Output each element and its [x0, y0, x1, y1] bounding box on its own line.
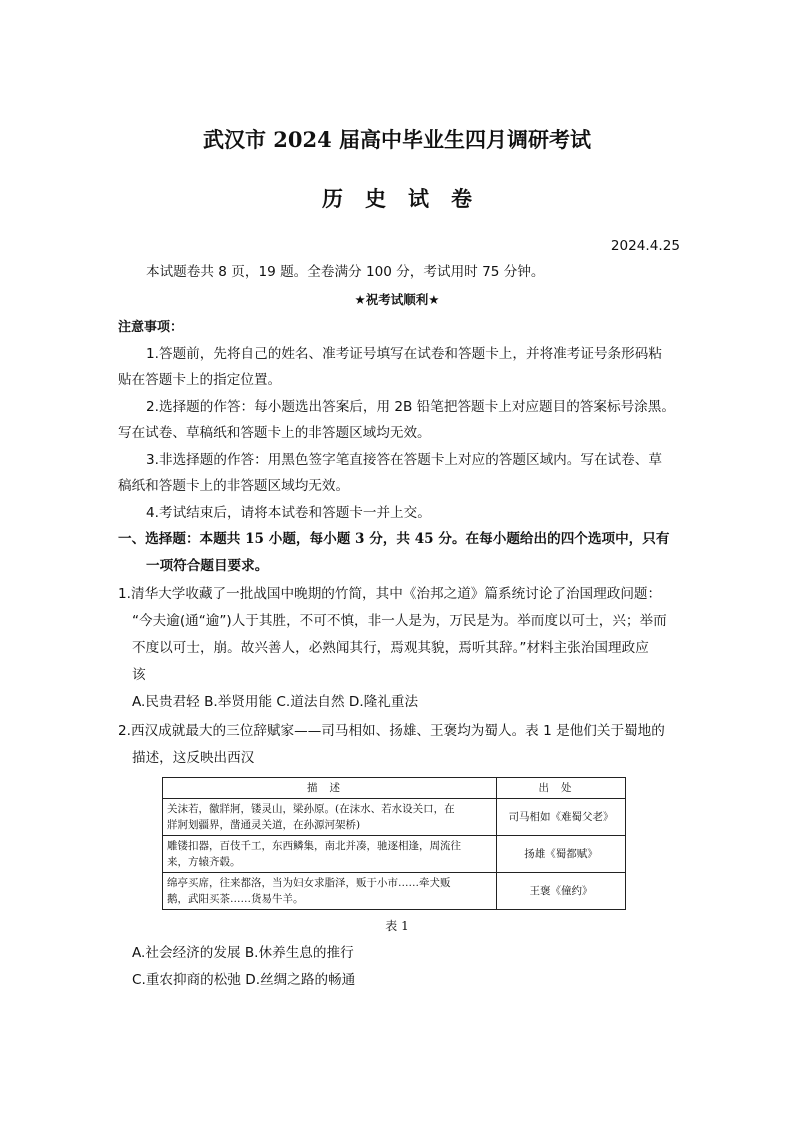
question-1-text: 1.清华大学收藏了一批战国中晚期的竹简，其中《治邦之道》篇系统讨论了治国理政问题：: [118, 586, 662, 602]
table-1: [162, 777, 626, 910]
question-2-text: 2.西汉成就最大的三位辞赋家——司马相如、扬雄、王褒均为蜀人。表 1 是他们关于蜀地的: [118, 723, 665, 739]
table-row: [163, 873, 626, 910]
question-1-text: 不度以可士，崩。故兴善人，必熟闻其行，焉观其貌，焉听其辞。”材料主张治国理政应: [132, 640, 649, 656]
table-cell-source: 司马相如《难蜀父老》: [497, 799, 626, 836]
question-1-text: 该: [132, 667, 146, 683]
section-heading-cont: 一项符合题目要求。: [146, 558, 269, 574]
table-caption: 表 1: [385, 919, 409, 933]
desc-line: 绵亭买席，往来都洛，当为妇女求脂泽，贩于小市……牵犬贩: [167, 877, 451, 889]
table-cell-source: 扬雄《蜀都赋》: [497, 836, 626, 873]
desc-line: 雕镂扣器，百伎千工，东西鳞集，南北并凑，驰逐相逢，周流往: [167, 840, 461, 852]
table-cell-desc: [163, 836, 497, 873]
question-1-text: “今夫逾(通“逾”)人于其胜，不可不慎，非一人是为，万民是为。举而度以可士，兴；举而: [132, 613, 667, 629]
table-cell-source: 王褒《僮约》: [497, 873, 626, 910]
notes-heading: 注意事项：: [118, 320, 184, 335]
desc-line: 来，方辕齐毂。: [167, 856, 241, 868]
table-row: [163, 799, 626, 836]
subject-title: 历史试卷: [322, 186, 494, 211]
note-item: 写在试卷、草稿纸和答题卡上的非答题区域均无效。: [118, 425, 431, 441]
good-luck-text: ★祝考试顺利★: [354, 292, 440, 307]
note-item: 4.考试结束后，请将本试卷和答题卡一并上交。: [146, 505, 431, 521]
table-header-desc: 描述: [163, 778, 497, 799]
note-item: 2.选择题的作答：每小题选出答案后，用 2B 铅笔把答题卡上对应题目的答案标号涂黑。: [146, 399, 675, 415]
desc-line: 鹅，武阳买茶……货易牛羊。: [167, 893, 304, 905]
note-item: 贴在答题卡上的指定位置。: [118, 372, 282, 388]
question-2-text: 描述，这反映出西汉: [132, 750, 255, 766]
desc-line: 关沫若，徼牂牁，镂灵山，梁孙原。(在沫水、若水设关口，在: [167, 803, 455, 815]
desc-line: 牂牁划疆界，凿通灵关道，在孙源河架桥): [167, 819, 361, 831]
exam-date: 2024.4.25: [610, 238, 680, 254]
section-heading: 一、选择题：本题共 15 小题，每小题 3 分，共 45 分。在每小题给出的四个选项中，只有: [118, 531, 670, 547]
note-item: 稿纸和答题卡上的非答题区域均无效。: [118, 478, 350, 494]
table-header-row: [163, 778, 626, 799]
question-1-options: A.民贵君轻 B.举贤用能 C.道法自然 D.隆礼重法: [132, 694, 419, 710]
exam-title: 武汉市 2024 届高中毕业生四月调研考试: [202, 127, 592, 152]
note-item: 1.答题前，先将自己的姓名、准考证号填写在试卷和答题卡上，并将准考证号条形码粘: [146, 346, 662, 362]
table-row: [163, 836, 626, 873]
note-item: 3.非选择题的作答：用黑色签字笔直接答在答题卡上对应的答题区域内。写在试卷、草: [146, 452, 662, 468]
table-header-source: 出处: [497, 778, 626, 799]
table-cell-desc: [163, 799, 497, 836]
table-cell-desc: [163, 873, 497, 910]
question-2-options: C.重农抑商的松弛 D.丝绸之路的畅通: [132, 972, 356, 988]
exam-intro: 本试题卷共 8 页，19 题。全卷满分 100 分，考试用时 75 分钟。: [146, 264, 545, 280]
question-2-options: A.社会经济的发展 B.休养生息的推行: [132, 945, 354, 961]
